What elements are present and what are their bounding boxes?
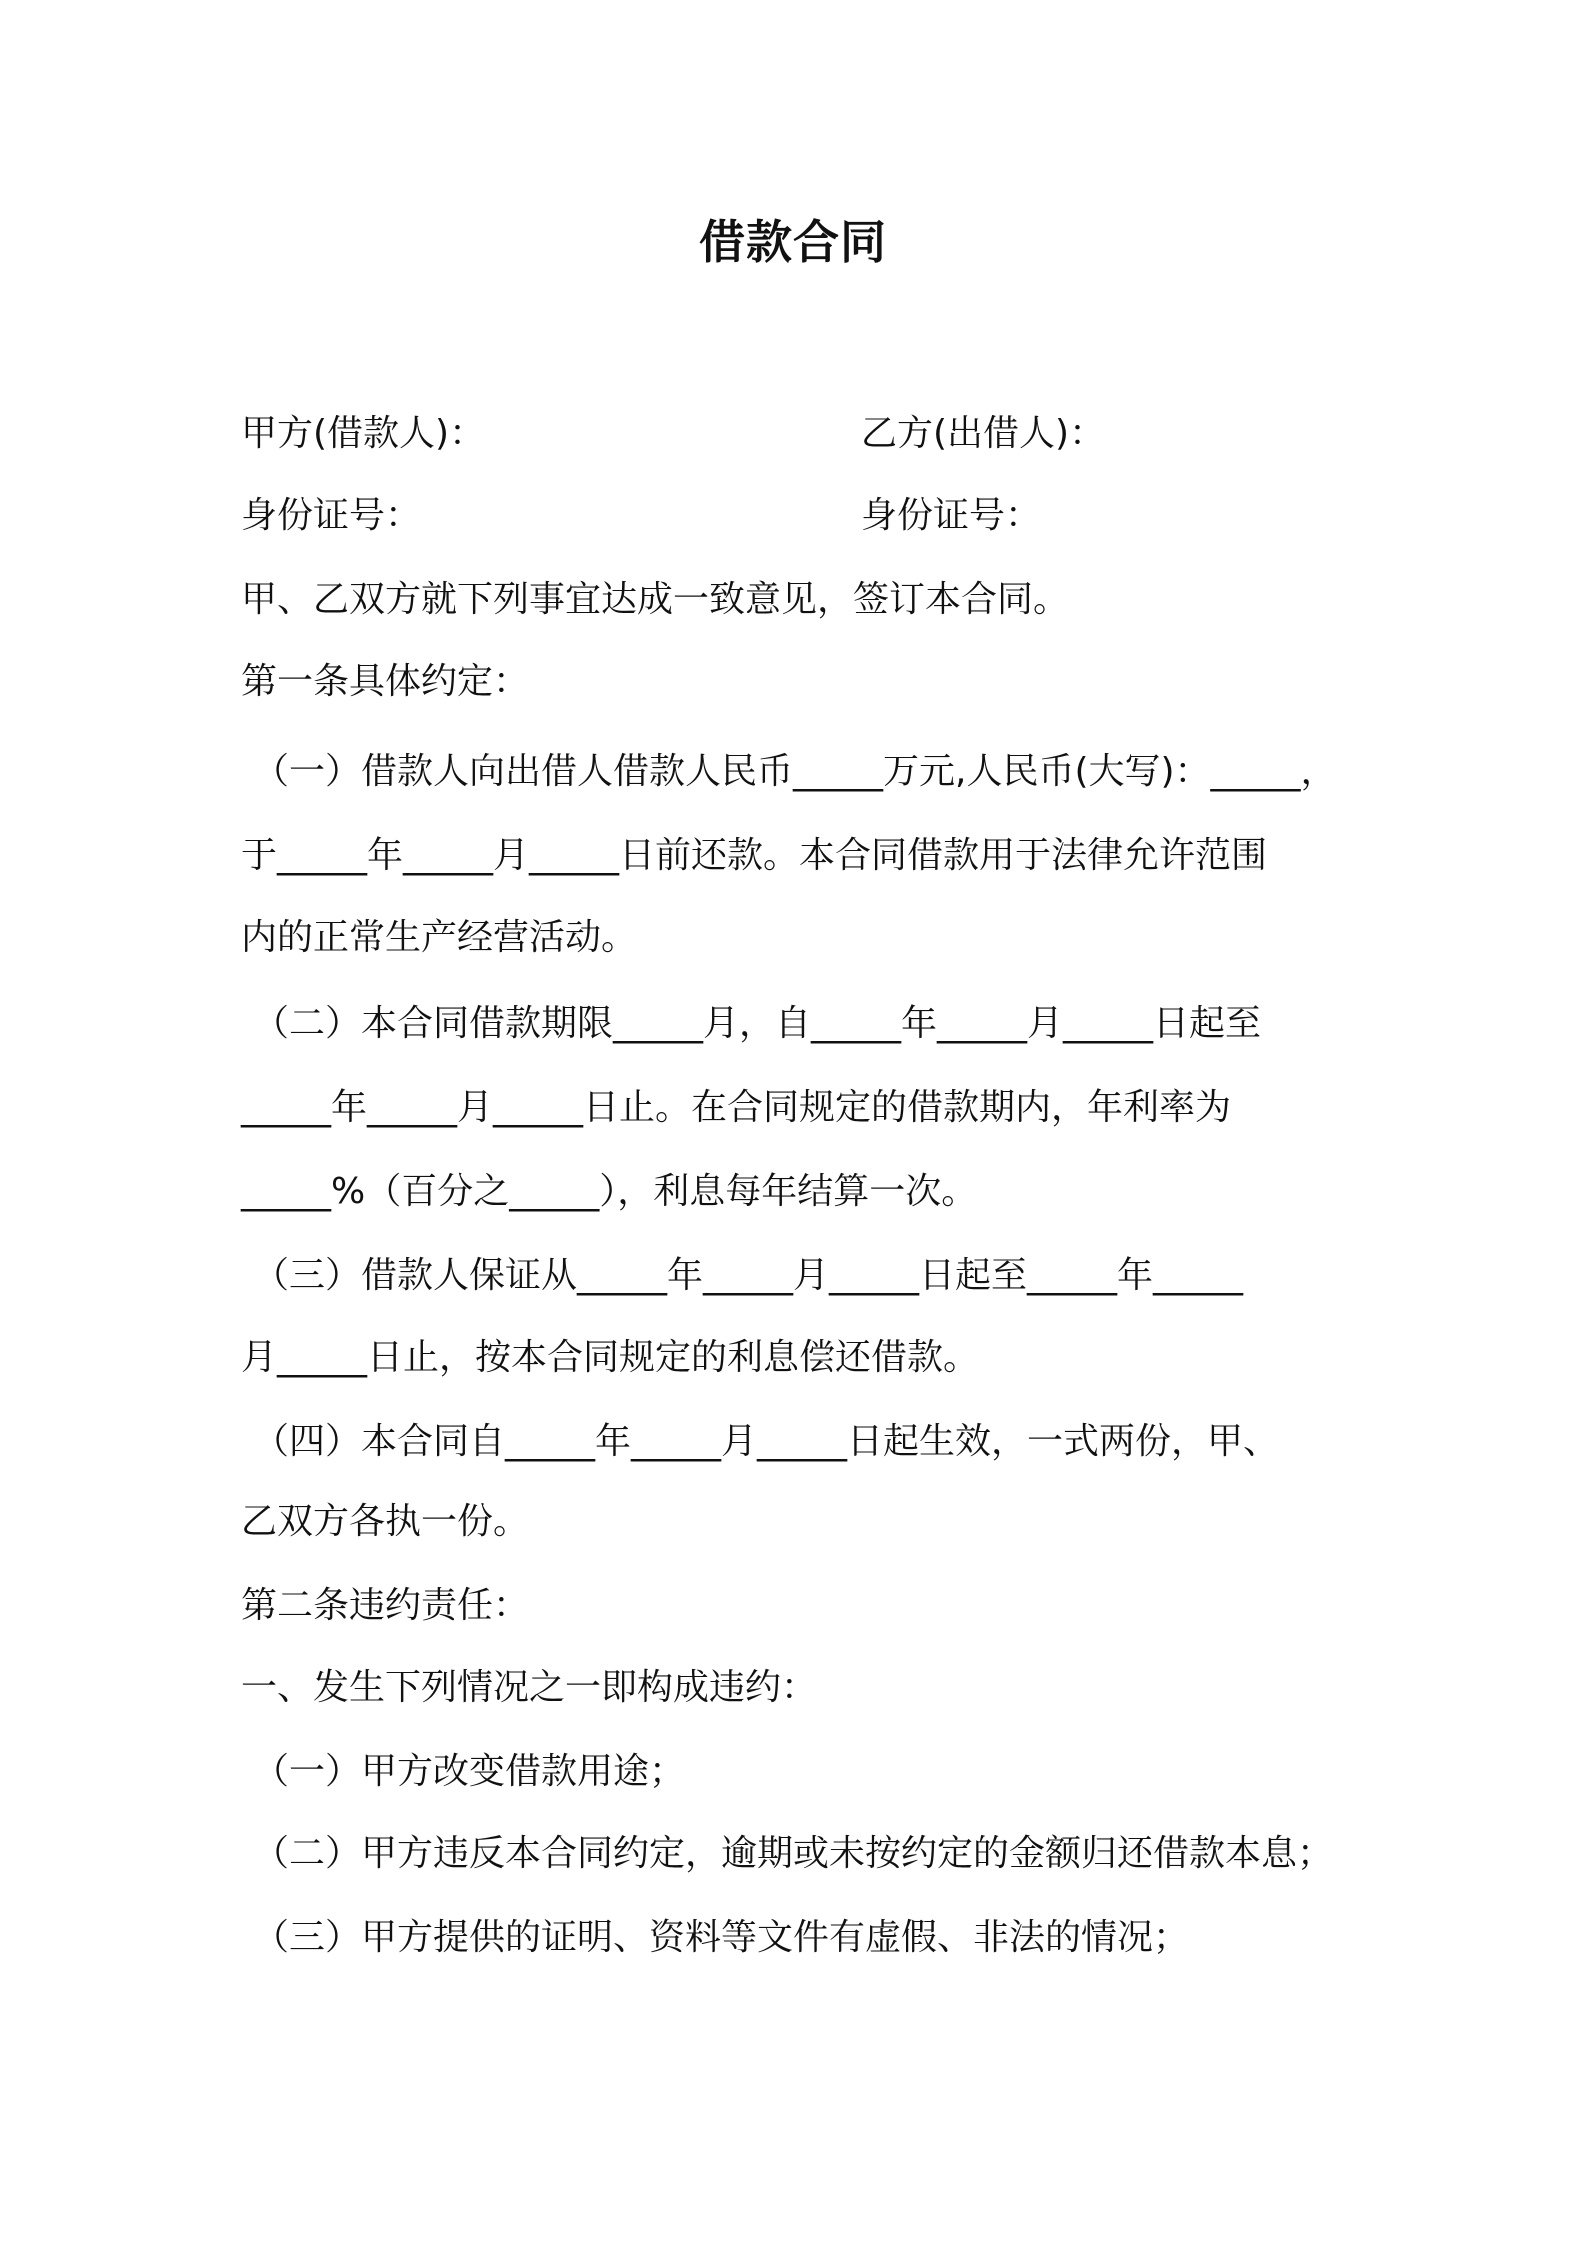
article-1-item-4-line-2: 乙双方各执一份。	[241, 1501, 530, 1542]
party-a-label: 甲方(借款人)：	[241, 413, 486, 454]
article-1-item-3-line-2: 月_____日止，按本合同规定的利息偿还借款。	[241, 1337, 980, 1378]
party-a-id-label: 身份证号：	[241, 495, 422, 536]
party-b-id-label: 身份证号：	[861, 495, 1042, 536]
page-title: 借款合同	[699, 215, 887, 269]
parties-row	[241, 410, 1361, 458]
article-2-item-1: （一）甲方改变借款用途；	[253, 1751, 686, 1792]
article-1-item-2-line-1: （二）本合同借款期限_____月，自_____年_____月_____日起至	[253, 1003, 1262, 1044]
article-2-heading: 第二条违约责任：	[241, 1585, 530, 1626]
article-2-subheading: 一、发生下列情况之一即构成违约：	[241, 1667, 818, 1708]
party-b-label: 乙方(出借人)：	[861, 413, 1106, 454]
article-1-item-4-line-1: （四）本合同自_____年_____月_____日起生效，一式两份，甲、	[253, 1421, 1280, 1462]
article-1-item-2-line-2: _____年_____月_____日止。在合同规定的借款期内，年利率为	[241, 1087, 1232, 1128]
id-row	[241, 492, 1361, 540]
article-1-item-1-line-3: 内的正常生产经营活动。	[241, 917, 638, 958]
article-1-heading: 第一条具体约定：	[241, 661, 530, 702]
article-2-item-3: （三）甲方提供的证明、资料等文件有虚假、非法的情况；	[253, 1917, 1190, 1958]
article-1-item-2-line-3: _____%（百分之_____），利息每年结算一次。	[241, 1171, 978, 1212]
article-1-item-1-line-1: （一）借款人向出借人借款人民币_____万元,人民币(大写)：_____，	[253, 751, 1337, 792]
article-2-item-2: （二）甲方违反本合同约定，逾期或未按约定的金额归还借款本息；	[253, 1833, 1334, 1874]
article-1-item-1-line-2: 于_____年_____月_____日前还款。本合同借款用于法律允许范围	[241, 835, 1268, 876]
preamble: 甲、乙双方就下列事宜达成一致意见，签订本合同。	[241, 579, 1070, 620]
article-1-item-3-line-1: （三）借款人保证从_____年_____月_____日起至_____年_____	[253, 1255, 1244, 1296]
